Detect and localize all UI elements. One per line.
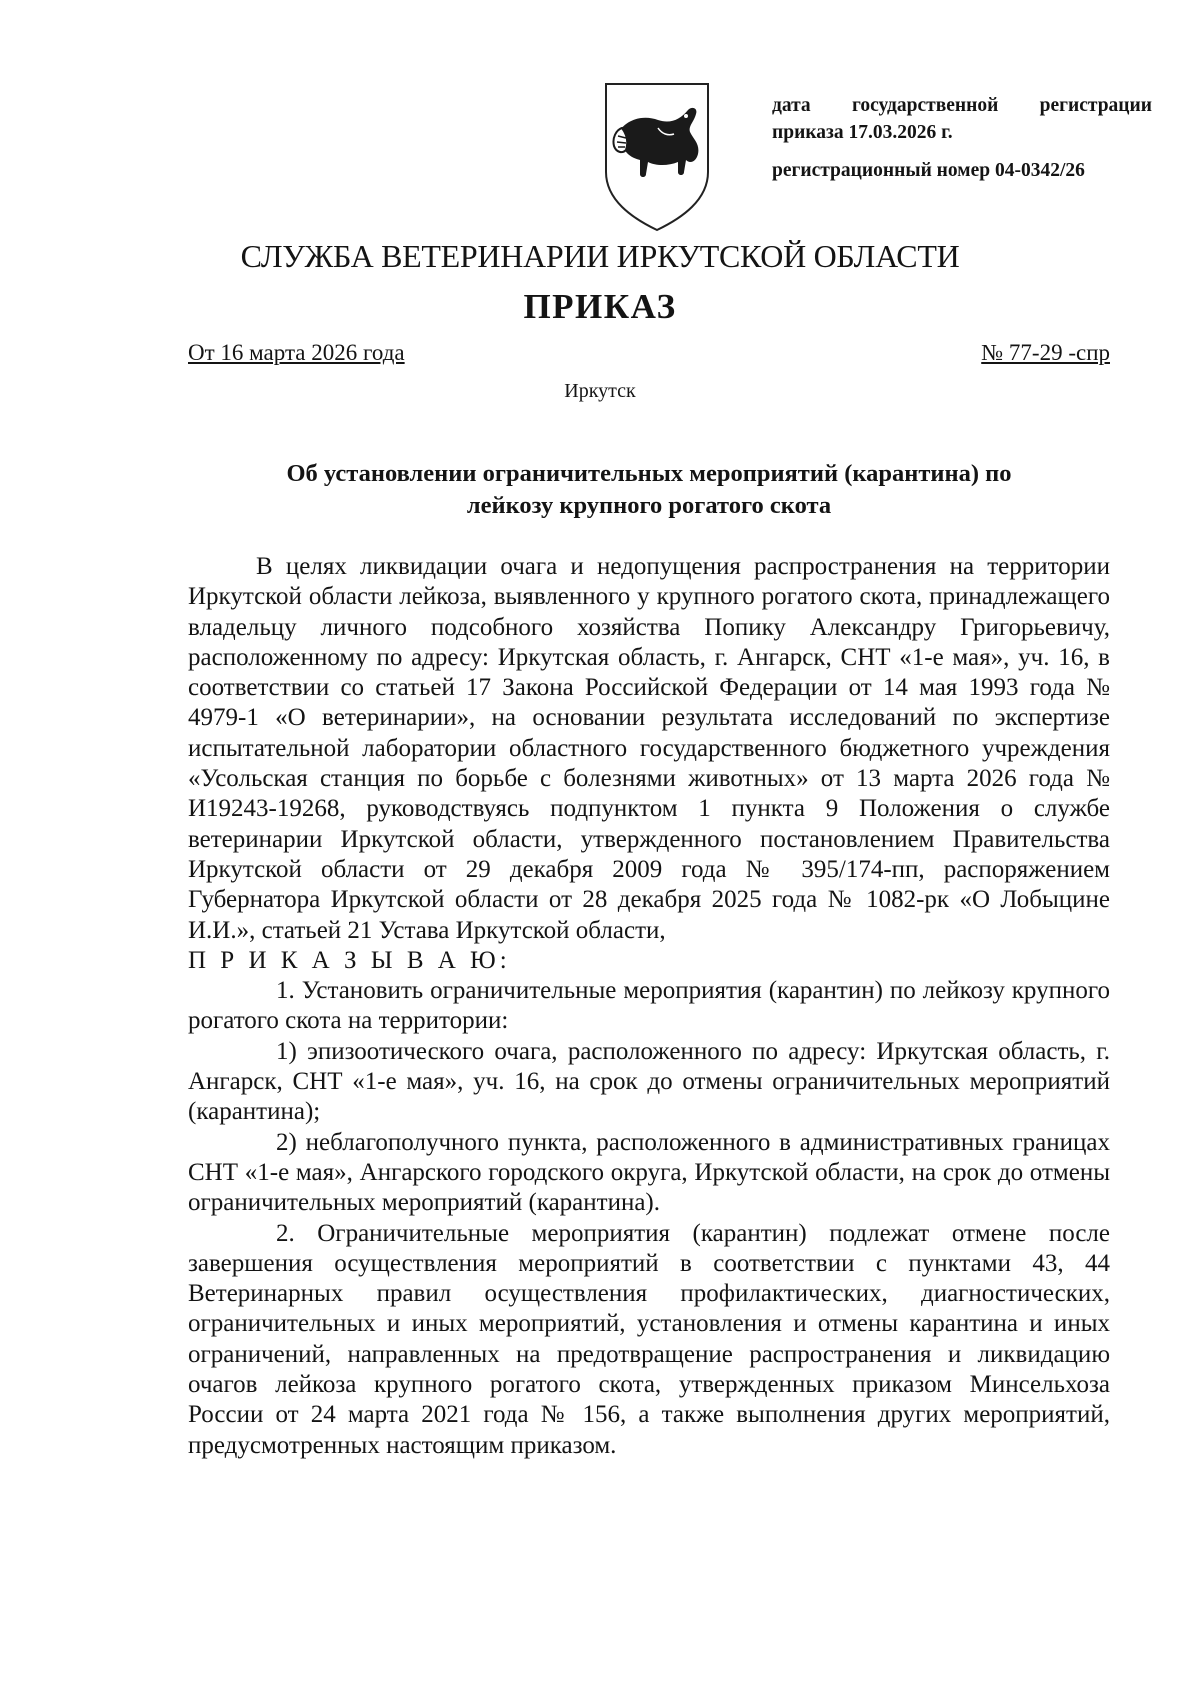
order-word: П Р И К А З Ы В А Ю: xyxy=(188,946,511,974)
document-body xyxy=(188,552,1110,1461)
document-type: ПРИКАЗ xyxy=(523,287,677,326)
order-date: От 16 марта 2026 года xyxy=(188,340,405,365)
preamble-paragraph: В целях ликвидации очага и недопущения распространения на территории Иркутской области лейкоза, выявленного у крупного рогатого скота, принадлежащего владельцу личного подсобного хозяйства Попику Александру Григорьевичу, расположенному по адресу: Иркутская область, г. Ангарск, СНТ «1-е мая», уч. 16, в соответствии со статьей 17 Закона Российской Федерации от 14 мая 1993 года № 4979-1 «О ветеринарии», на основании результата исследований по экспертизе испытательной лаборатории областного государственного бюджетного учреждения «Усольская станция по борьбе с болезнями животных» от 13 марта 2026 года № И19243-19268, руководствуясь подпунктом 1 пункта 9 Положения о службе ветеринарии Иркутской области, утвержденного постановлением Правительства Иркутской области от 29 декабря 2009 года № 395/174-пп, распоряжением Губернатора Иркутской области от 28 декабря 2025 года № 1082-рк «О Лобыцине И.И.», статьей 21 Устава Иркутской области, xyxy=(188,553,1110,944)
item-1-1: 1) эпизоотического очага, расположенного по адресу: Иркутская область, г. Ангарск, СНТ «1-е мая», уч. 16, на срок до отмены ограничительных мероприятий (карантина); xyxy=(188,1037,1110,1126)
registration-date-label: дата государственной регистрации xyxy=(772,95,1152,116)
title-line-1: Об установлении ограничительных мероприятий (карантина) по xyxy=(286,460,1012,487)
registration-date: приказа 17.03.2026 г. xyxy=(772,122,953,143)
registration-number: регистрационный номер 04-0342/26 xyxy=(772,160,1085,181)
city: Иркутск xyxy=(564,380,636,402)
document-title xyxy=(188,458,1110,522)
item-1-2: 2) неблагополучного пункта, расположенного в административных границах СНТ «1-е мая», Ангарского городского округа, Иркутской области, на срок до отмены ограничительных мероприятий (карантина). xyxy=(188,1128,1110,1217)
agency-name: СЛУЖБА ВЕТЕРИНАРИИ ИРКУТСКОЙ ОБЛАСТИ xyxy=(240,238,960,274)
title-line-2: лейкозу крупного рогатого скота xyxy=(466,492,832,519)
item-2: 2. Ограничительные мероприятия (карантин) подлежат отмене после завершения осуществления мероприятий в соответствии с пунктами 43, 44 Ветеринарных правил осуществления профилактических, диагностических, ограничительных и иных мероприятий, установления и отмены карантина и иных ограничений, направленных на предотвращение распространения и ликвидацию очагов лейкоза крупного рогатого скота, утвержденных приказом Минсельхоза России от 24 марта 2021 года № 156, а также выполнения других мероприятий, предусмотренных настоящим приказом. xyxy=(188,1219,1110,1459)
item-1: 1. Установить ограничительные мероприятия (карантин) по лейкозу крупного рогатого скота на территории: xyxy=(188,977,1110,1035)
registration-block xyxy=(772,92,1152,184)
order-number: № 77-29 -спр xyxy=(981,340,1110,365)
coat-of-arms-icon xyxy=(598,80,716,232)
